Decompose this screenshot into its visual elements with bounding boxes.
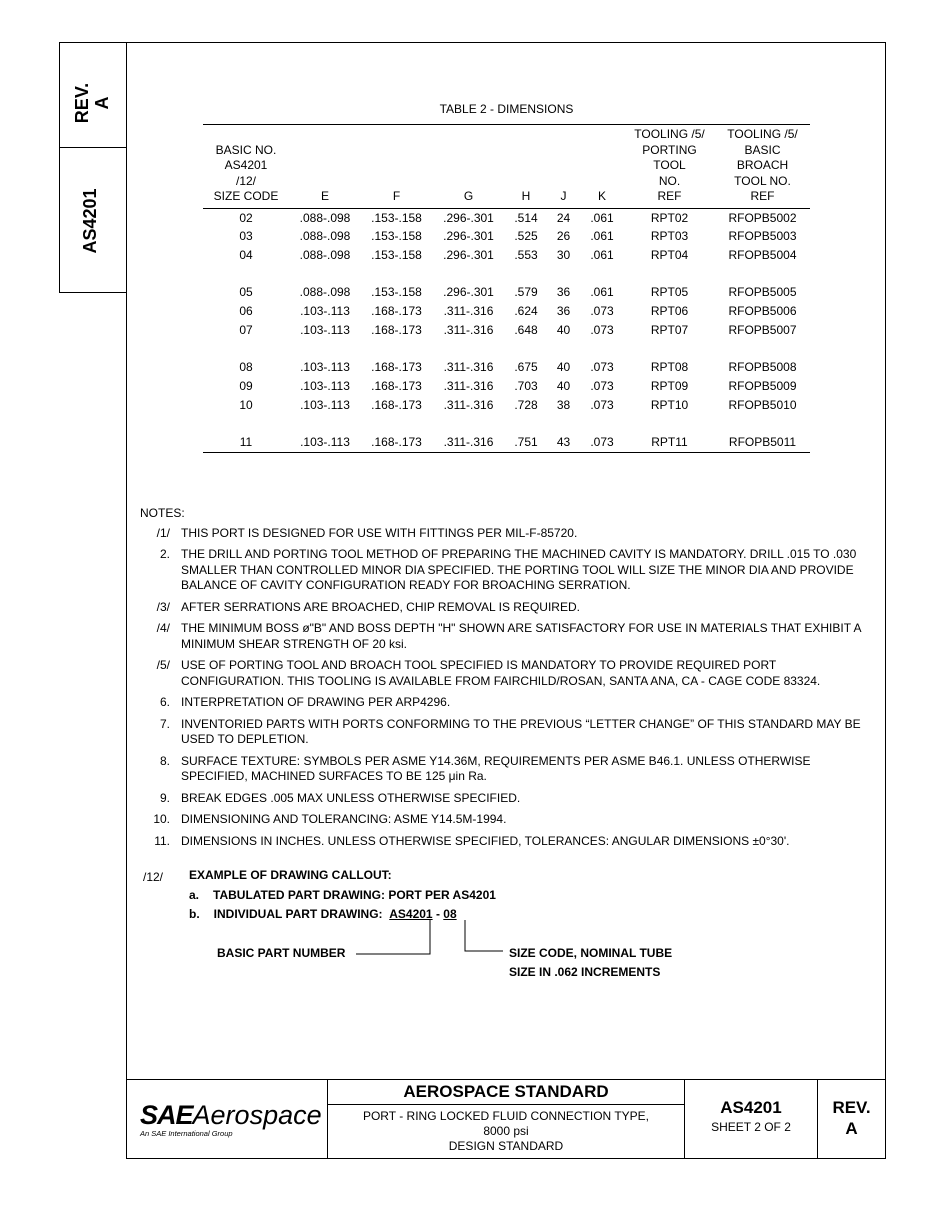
table-cell: 40 (556, 378, 571, 393)
table-cell: 40 (556, 322, 571, 337)
table-cell: RPT05 (650, 285, 689, 300)
table-cell: .751 (514, 434, 538, 449)
table-cell: 08 (239, 360, 253, 375)
note-text: USE OF PORTING TOOL AND BROACH TOOL SPECIFIED IS MANDATORY TO PROVIDE REQUIRED PORT CONFIGURATION. THIS TOOLING IS AVAILABLE FROM FAIRCHILD/ROSAN, SANTA ANA, CA - CAGE CODE 83324. (181, 658, 821, 688)
table-cell: .088-.098 (299, 247, 351, 262)
table-cell: RFOPB5008 (728, 360, 797, 375)
table-spacer-row (203, 265, 810, 284)
col-k: K (580, 125, 624, 209)
table-cell: 03 (239, 229, 253, 244)
table-cell: .311-.316 (443, 397, 494, 412)
table-row (203, 433, 810, 452)
doc-number: AS4201 (720, 1098, 782, 1117)
table-cell: 43 (556, 434, 571, 449)
table-cell: .153-.158 (371, 229, 422, 244)
table-cell: .073 (590, 434, 614, 449)
notes-list (140, 526, 870, 850)
note-item (140, 658, 870, 689)
table-cell: .103-.113 (300, 397, 350, 412)
note-number: 9. (159, 790, 170, 805)
table-cell: 02 (239, 210, 253, 225)
table-cell: 07 (239, 322, 253, 337)
table-cell: .168-.173 (371, 304, 422, 318)
table-cell: .675 (514, 360, 538, 375)
table-cell: .088-.098 (299, 210, 351, 225)
callout-heading: EXAMPLE OF DRAWING CALLOUT: (189, 868, 392, 882)
standard-description: PORT - RING LOCKED FLUID CONNECTION TYPE, 8000 psi DESIGN STANDARD (362, 1109, 650, 1153)
callout-note-number: /12/ (143, 870, 164, 884)
table-cell: .168-.173 (371, 397, 422, 412)
col-j: J (547, 125, 580, 209)
table-cell: 05 (239, 285, 253, 300)
table-cell: .061 (590, 285, 614, 300)
col-f: F (361, 125, 432, 209)
table-cell: .296-.301 (443, 285, 494, 300)
note-number: 8. (159, 753, 170, 768)
table-cell: .311-.316 (443, 434, 494, 449)
table-cell: .061 (590, 229, 614, 244)
note-number: /4/ (156, 621, 170, 635)
col-basic-no: BASIC NO. AS4201 /12/ SIZE CODE (203, 125, 289, 209)
table-cell: .073 (590, 304, 614, 318)
table-cell: RFOPB5009 (728, 378, 797, 393)
note-number: 6. (159, 695, 170, 709)
title-block (126, 1079, 886, 1159)
side-revision-tab (59, 42, 127, 293)
table-spacer-row (203, 339, 810, 358)
table-cell: .168-.173 (371, 378, 422, 393)
size-code-label-line2: SIZE IN .062 INCREMENTS (509, 965, 661, 979)
table-cell: .073 (590, 397, 614, 412)
note-item (140, 834, 870, 850)
spacer-cell (203, 414, 810, 433)
table-cell: RPT03 (650, 229, 689, 244)
table-cell: .311-.316 (443, 322, 494, 337)
table-cell: RPT06 (650, 304, 689, 318)
table-cell: .061 (590, 210, 614, 225)
table-cell: .168-.173 (371, 360, 422, 375)
table-cell: 36 (556, 304, 571, 318)
note-number: /3/ (156, 599, 170, 614)
table-cell: 36 (556, 285, 571, 300)
table-cell: RFOPB5006 (728, 304, 797, 318)
table-row (203, 377, 810, 396)
table-cell: RPT11 (651, 434, 688, 449)
table-cell: .168-.173 (371, 434, 422, 449)
basic-part-number-label: BASIC PART NUMBER (217, 946, 346, 960)
table-body (203, 208, 810, 452)
table-cell: .648 (514, 322, 538, 337)
table-cell: 40 (556, 360, 571, 375)
table-cell: .624 (514, 304, 538, 318)
size-code-label-line1: SIZE CODE, NOMINAL TUBE (509, 946, 673, 960)
table-cell: .296-.301 (443, 247, 494, 262)
callout-size-code: 08 (443, 907, 457, 921)
notes-section (140, 506, 870, 855)
note-text: AFTER SERRATIONS ARE BROACHED, CHIP REMOVAL IS REQUIRED. (181, 599, 580, 614)
table-row (203, 396, 810, 415)
logo-cell (126, 1080, 328, 1159)
table-cell: .073 (590, 322, 614, 337)
note-item (140, 812, 870, 828)
table-cell: 30 (556, 247, 571, 262)
table-cell: RFOPB5005 (728, 285, 797, 300)
table-cell: .103-.113 (300, 304, 350, 318)
table-cell: .703 (514, 378, 538, 393)
table-cell: RFOPB5011 (728, 434, 797, 449)
table-cell: .061 (590, 247, 614, 262)
table-cell: .153-.158 (371, 210, 422, 225)
note-text: THE MINIMUM BOSS ø"B" AND BOSS DEPTH "H" SHOWN ARE SATISFACTORY FOR USE IN MATERIALS THAT EXHIBIT A MINIMUM SHEAR STRENGTH OF 20 ksi. (181, 621, 861, 651)
spacer-cell (203, 339, 810, 358)
col-h: H (505, 125, 547, 209)
table-header-row (203, 125, 810, 209)
table-cell: 26 (556, 229, 571, 244)
table-cell: .088-.098 (299, 285, 351, 300)
table-title: TABLE 2 - DIMENSIONS (439, 102, 574, 116)
note-item (140, 526, 870, 542)
note-item (140, 621, 870, 652)
note-number: 2. (159, 547, 170, 561)
table-row (203, 358, 810, 377)
note-text: INTERPRETATION OF DRAWING PER ARP4296. (181, 695, 451, 709)
callout-leader-lines (143, 868, 843, 988)
table-cell: .514 (514, 210, 538, 225)
note-number: 10. (153, 812, 170, 826)
revision-cell (818, 1080, 885, 1159)
note-item (140, 717, 870, 748)
table-cell: RFOPB5003 (728, 229, 797, 244)
table-row (203, 246, 810, 265)
col-porting-tool: TOOLING /5/ PORTING TOOL NO. REF (624, 125, 715, 209)
note-text: DIMENSIONING AND TOLERANCING: ASME Y14.5M-1994. (181, 812, 507, 826)
note-number: 11. (154, 833, 170, 848)
drawing-callout-example (143, 868, 843, 988)
note-text: DIMENSIONS IN INCHES. UNLESS OTHERWISE SPECIFIED, TOLERANCES: ANGULAR DIMENSIONS ±0°30'. (181, 833, 790, 848)
table-cell: .525 (514, 229, 538, 244)
title-cell (328, 1080, 685, 1159)
table-cell: 06 (239, 304, 253, 318)
side-rev-label: REV. A (72, 82, 112, 124)
callout-item-a: a. TABULATED PART DRAWING: PORT PER AS4201 (189, 888, 496, 902)
table-cell: RFOPB5002 (728, 210, 797, 225)
table-cell: .311-.316 (443, 360, 494, 375)
table-cell: 09 (239, 378, 253, 393)
note-text: THE DRILL AND PORTING TOOL METHOD OF PREPARING THE MACHINED CAVITY IS MANDATORY. DRILL .015 TO .030 SMALLER THAN CONTROLLED MINOR DIA SPECIFIED. THE PORTING TOOL WILL SIZE THE MINOR DIA AND PROVIDE BALANCE OF CAVITY CONFIGURATION READY FOR BROACHING SERRATION. (181, 547, 857, 592)
note-item (140, 695, 870, 711)
table-cell: RPT10 (650, 397, 689, 412)
table-cell: .153-.158 (371, 247, 422, 262)
table-cell: RPT08 (650, 360, 689, 375)
note-number: 7. (159, 716, 170, 731)
note-text: BREAK EDGES .005 MAX UNLESS OTHERWISE SPECIFIED. (181, 790, 521, 805)
table-cell: .579 (514, 285, 538, 300)
table-cell: .311-.316 (443, 378, 494, 393)
table-cell: RFOPB5007 (728, 322, 797, 337)
table-cell: RPT04 (650, 247, 689, 262)
dimensions-table (203, 124, 810, 453)
table-cell: RPT09 (650, 378, 689, 393)
doc-number-cell (685, 1080, 818, 1159)
sae-aerospace-logo: SAEAerospace An SAE International Group (140, 1100, 322, 1138)
table-cell: .296-.301 (443, 210, 494, 225)
note-text: THIS PORT IS DESIGNED FOR USE WITH FITTINGS PER MIL-F-85720. (181, 525, 578, 540)
sheet-number: SHEET 2 OF 2 (711, 1120, 791, 1134)
col-broach-tool: TOOLING /5/ BASIC BROACH TOOL NO. REF (715, 125, 810, 209)
table-row (203, 302, 810, 321)
table-cell: .311-.316 (443, 304, 494, 318)
table-cell: .728 (514, 397, 538, 412)
note-item (140, 547, 870, 594)
col-e: E (289, 125, 361, 209)
table-spacer-row (203, 414, 810, 433)
callout-item-b: b. INDIVIDUAL PART DRAWING: AS4201 - 08 (189, 907, 457, 921)
table-cell: RFOPB5010 (728, 397, 797, 412)
table-cell: RPT07 (650, 322, 689, 337)
table-cell: 10 (239, 397, 253, 412)
callout-part-number: AS4201 (389, 907, 433, 921)
note-item (140, 791, 870, 807)
note-item (140, 600, 870, 616)
note-text: SURFACE TEXTURE: SYMBOLS PER ASME Y14.36M, REQUIREMENTS PER ASME B46.1. UNLESS OTHERWISE SPECIFIED, MACHINED SURFACES TO BE 125 μin Ra. (181, 753, 811, 783)
table-cell: .073 (590, 360, 614, 375)
table-cell: .153-.158 (371, 285, 422, 300)
table-cell: RPT02 (650, 210, 689, 225)
table-cell: 11 (239, 434, 253, 449)
table-cell: RFOPB5004 (728, 247, 797, 262)
table-row (203, 208, 810, 227)
spacer-cell (203, 265, 810, 284)
revision: REV. A (832, 1098, 871, 1138)
table-cell: .103-.113 (300, 378, 350, 393)
note-number: /1/ (156, 525, 170, 540)
table-cell: 38 (556, 397, 571, 412)
table-cell: .103-.113 (300, 322, 350, 337)
table-cell: 04 (239, 247, 253, 262)
table-row (203, 321, 810, 340)
side-divider (60, 147, 127, 148)
standard-title: AEROSPACE STANDARD (328, 1080, 684, 1105)
side-doc-number: AS4201 (80, 188, 100, 254)
table-cell: 24 (556, 210, 571, 225)
table-row (203, 283, 810, 302)
table-cell: .103-.113 (300, 360, 350, 375)
table-cell: .088-.098 (299, 229, 351, 244)
note-item (140, 754, 870, 785)
table-cell: .103-.113 (300, 434, 350, 449)
note-number: /5/ (156, 658, 170, 672)
notes-heading: NOTES: (140, 506, 185, 520)
col-g: G (432, 125, 505, 209)
table-cell: .553 (514, 247, 538, 262)
table-cell: .168-.173 (371, 322, 422, 337)
table-cell: .296-.301 (443, 229, 494, 244)
table-row (203, 227, 810, 246)
table-cell: .073 (590, 378, 614, 393)
note-text: INVENTORIED PARTS WITH PORTS CONFORMING TO THE PREVIOUS “LETTER CHANGE” OF THIS STANDARD MAY BE USED TO DEPLETION. (181, 716, 861, 746)
